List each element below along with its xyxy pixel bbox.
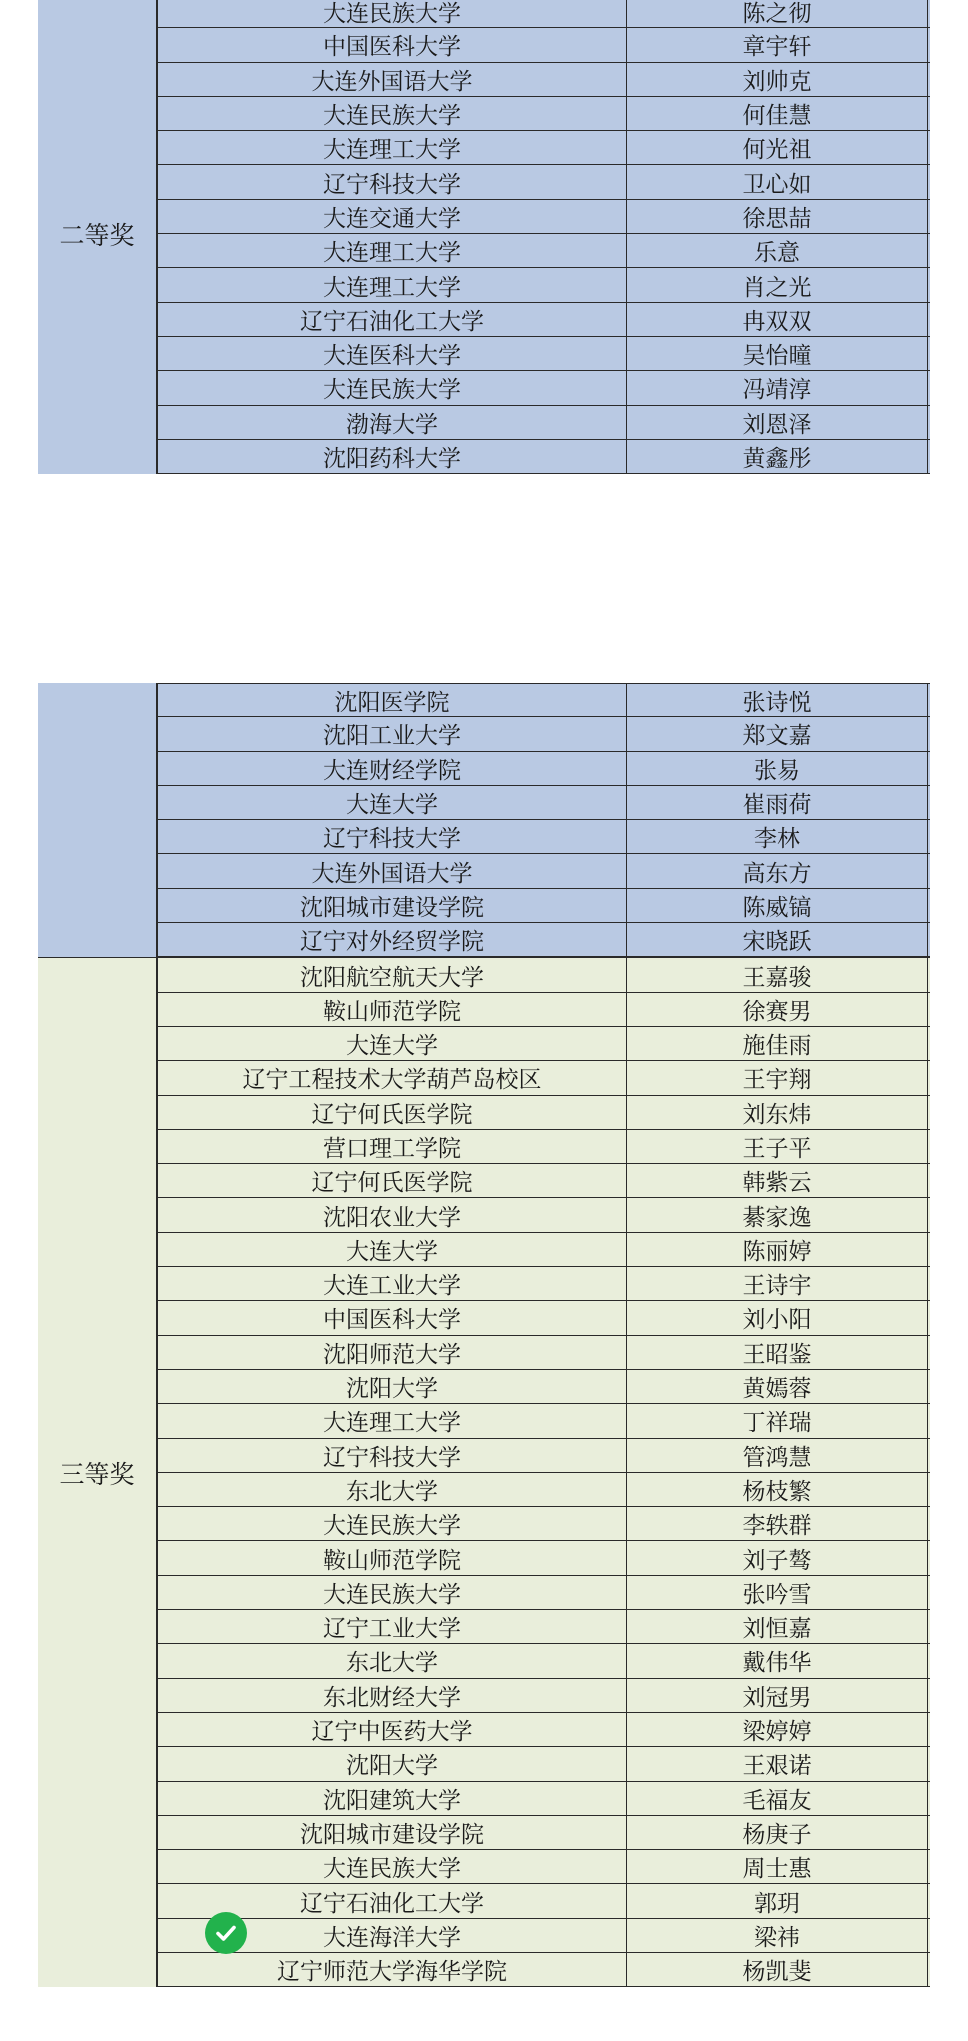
table-row [158, 1713, 930, 1747]
table-row [158, 958, 930, 992]
university-cell: 大连外国语大学 [158, 63, 627, 96]
name-cell: 綦家逸 [627, 1198, 928, 1231]
name-cell: 何佳慧 [627, 97, 928, 130]
name-cell: 徐思喆 [627, 200, 928, 233]
name-cell: 刘小阳 [627, 1301, 928, 1334]
award-level-cell-empty [38, 683, 158, 957]
table-row [158, 303, 930, 337]
university-cell: 中国医科大学 [158, 28, 627, 61]
university-cell: 大连大学 [158, 786, 627, 819]
name-cell: 卫心如 [627, 165, 928, 198]
name-cell: 刘子骜 [627, 1541, 928, 1574]
university-cell: 大连理工大学 [158, 268, 627, 301]
university-cell: 大连财经学院 [158, 752, 627, 785]
university-cell: 大连理工大学 [158, 1404, 627, 1437]
university-cell: 沈阳建筑大学 [158, 1782, 627, 1815]
university-cell: 沈阳医学院 [158, 684, 627, 716]
table-row [158, 1061, 930, 1095]
table-row [158, 406, 930, 440]
university-cell: 辽宁何氏医学院 [158, 1164, 627, 1197]
table-row [158, 440, 930, 474]
table-row [158, 200, 930, 234]
check-circle-icon [205, 1912, 247, 1954]
name-cell: 黄鑫彤 [627, 440, 928, 473]
university-cell: 辽宁工业大学 [158, 1610, 627, 1643]
university-cell: 大连工业大学 [158, 1267, 627, 1300]
table-row [158, 1576, 930, 1610]
university-cell: 大连大学 [158, 1233, 627, 1266]
name-cell: 李林 [627, 820, 928, 853]
table-row [158, 683, 930, 717]
table-row [158, 1267, 930, 1301]
name-cell: 肖之光 [627, 268, 928, 301]
third-prize-group [38, 957, 930, 1987]
table-rows [158, 958, 930, 1987]
award-table-top [38, 0, 930, 474]
table-row [158, 1096, 930, 1130]
name-cell: 张吟雪 [627, 1576, 928, 1609]
university-cell: 大连海洋大学 [158, 1919, 627, 1952]
name-cell: 刘冠男 [627, 1679, 928, 1712]
table-row [158, 1644, 930, 1678]
name-cell: 吴怡曈 [627, 337, 928, 370]
table-row [158, 786, 930, 820]
name-cell: 乐意 [627, 234, 928, 267]
university-cell: 辽宁对外经贸学院 [158, 923, 627, 956]
name-cell: 梁婷婷 [627, 1713, 928, 1746]
name-cell: 郑文嘉 [627, 717, 928, 750]
table-row [158, 923, 930, 957]
university-cell: 大连理工大学 [158, 234, 627, 267]
table-row [158, 1782, 930, 1816]
name-cell: 陈丽婷 [627, 1233, 928, 1266]
name-cell: 杨凯斐 [627, 1953, 928, 1986]
table-row [158, 1850, 930, 1884]
table-row [158, 131, 930, 165]
name-cell: 施佳雨 [627, 1027, 928, 1060]
table-row [158, 1919, 930, 1953]
table-rows [158, 683, 930, 957]
university-cell: 大连民族大学 [158, 1576, 627, 1609]
university-cell: 大连理工大学 [158, 131, 627, 164]
university-cell: 大连交通大学 [158, 200, 627, 233]
university-cell: 辽宁石油化工大学 [158, 303, 627, 336]
university-cell: 沈阳工业大学 [158, 717, 627, 750]
university-cell: 大连民族大学 [158, 1850, 627, 1883]
university-cell: 东北财经大学 [158, 1679, 627, 1712]
university-cell: 辽宁科技大学 [158, 820, 627, 853]
award-level-cell: 三等奖 [38, 958, 158, 1987]
table-row [158, 1233, 930, 1267]
university-cell: 鞍山师范学院 [158, 1541, 627, 1574]
university-cell: 辽宁科技大学 [158, 165, 627, 198]
university-cell: 辽宁师范大学海华学院 [158, 1953, 627, 1986]
university-cell: 辽宁何氏医学院 [158, 1096, 627, 1129]
name-cell: 黄嫣蓉 [627, 1370, 928, 1403]
table-row [158, 1679, 930, 1713]
name-cell: 李轶群 [627, 1507, 928, 1540]
name-cell: 何光祖 [627, 131, 928, 164]
table-row [158, 165, 930, 199]
university-cell: 东北大学 [158, 1644, 627, 1677]
table-row [158, 1747, 930, 1781]
university-cell: 大连大学 [158, 1027, 627, 1060]
university-cell: 沈阳大学 [158, 1747, 627, 1780]
name-cell: 高东方 [627, 854, 928, 887]
table-row [158, 889, 930, 923]
table-row [158, 1370, 930, 1404]
university-cell: 大连民族大学 [158, 371, 627, 404]
table-rows [158, 0, 930, 474]
university-cell: 沈阳大学 [158, 1370, 627, 1403]
table-row [158, 717, 930, 751]
table-row [158, 1027, 930, 1061]
name-cell: 张诗悦 [627, 684, 928, 716]
table-row [158, 97, 930, 131]
table-row [158, 1404, 930, 1438]
name-cell: 郭玥 [627, 1884, 928, 1917]
checkmark-icon [212, 1919, 240, 1947]
table-row [158, 1816, 930, 1850]
university-cell: 沈阳航空航天大学 [158, 958, 627, 991]
table-row [158, 28, 930, 62]
university-cell: 沈阳农业大学 [158, 1198, 627, 1231]
name-cell: 王宇翔 [627, 1061, 928, 1094]
name-cell: 王诗宇 [627, 1267, 928, 1300]
table-row [158, 1541, 930, 1575]
table-row [158, 752, 930, 786]
name-cell: 梁祎 [627, 1919, 928, 1952]
name-cell: 冉双双 [627, 303, 928, 336]
table-row [158, 854, 930, 888]
name-cell: 毛福友 [627, 1782, 928, 1815]
name-cell: 刘东炜 [627, 1096, 928, 1129]
name-cell: 刘帅克 [627, 63, 928, 96]
second-prize-group-continued [38, 683, 930, 957]
table-row [158, 268, 930, 302]
name-cell: 周士惠 [627, 1850, 928, 1883]
university-cell: 大连民族大学 [158, 97, 627, 130]
university-cell: 辽宁工程技术大学葫芦岛校区 [158, 1061, 627, 1094]
name-cell: 宋晓跃 [627, 923, 928, 956]
second-prize-group [38, 0, 930, 474]
name-cell: 戴伟华 [627, 1644, 928, 1677]
name-cell: 王嘉骏 [627, 958, 928, 991]
university-cell: 沈阳药科大学 [158, 440, 627, 473]
name-cell: 王子平 [627, 1130, 928, 1163]
table-row [158, 371, 930, 405]
award-table-bottom [38, 683, 930, 1987]
university-cell: 鞍山师范学院 [158, 993, 627, 1026]
table-row [158, 1164, 930, 1198]
university-cell: 大连医科大学 [158, 337, 627, 370]
university-cell: 沈阳城市建设学院 [158, 889, 627, 922]
table-row [158, 234, 930, 268]
name-cell: 陈威镐 [627, 889, 928, 922]
name-cell: 杨枝繁 [627, 1473, 928, 1506]
name-cell: 刘恩泽 [627, 406, 928, 439]
name-cell: 王艰诺 [627, 1747, 928, 1780]
table-row [158, 1336, 930, 1370]
table-row [158, 1130, 930, 1164]
table-row [158, 0, 930, 28]
name-cell: 张易 [627, 752, 928, 785]
university-cell: 营口理工学院 [158, 1130, 627, 1163]
university-cell: 中国医科大学 [158, 1301, 627, 1334]
table-row [158, 337, 930, 371]
university-cell: 渤海大学 [158, 406, 627, 439]
table-row [158, 820, 930, 854]
name-cell: 徐赛男 [627, 993, 928, 1026]
university-cell: 大连外国语大学 [158, 854, 627, 887]
name-cell: 韩紫云 [627, 1164, 928, 1197]
name-cell: 丁祥瑞 [627, 1404, 928, 1437]
table-row [158, 1953, 930, 1987]
table-row [158, 1507, 930, 1541]
table-row [158, 63, 930, 97]
university-cell: 大连民族大学 [158, 1507, 627, 1540]
university-cell: 辽宁科技大学 [158, 1439, 627, 1472]
table-row [158, 1301, 930, 1335]
university-cell: 沈阳城市建设学院 [158, 1816, 627, 1849]
award-level-cell: 二等奖 [38, 0, 158, 474]
name-cell: 王昭鉴 [627, 1336, 928, 1369]
table-row [158, 1884, 930, 1918]
name-cell: 刘恒嘉 [627, 1610, 928, 1643]
university-cell: 辽宁石油化工大学 [158, 1884, 627, 1917]
name-cell: 管鸿慧 [627, 1439, 928, 1472]
table-row [158, 1439, 930, 1473]
university-cell: 辽宁中医药大学 [158, 1713, 627, 1746]
table-row [158, 1473, 930, 1507]
university-cell: 沈阳师范大学 [158, 1336, 627, 1369]
name-cell: 章宇轩 [627, 28, 928, 61]
name-cell: 崔雨荷 [627, 786, 928, 819]
table-row [158, 993, 930, 1027]
university-cell: 东北大学 [158, 1473, 627, 1506]
table-row [158, 1610, 930, 1644]
table-row [158, 1198, 930, 1232]
university-cell: 大连民族大学 [158, 0, 627, 27]
name-cell: 冯靖淳 [627, 371, 928, 404]
name-cell: 杨庚子 [627, 1816, 928, 1849]
name-cell: 陈之彻 [627, 0, 928, 27]
